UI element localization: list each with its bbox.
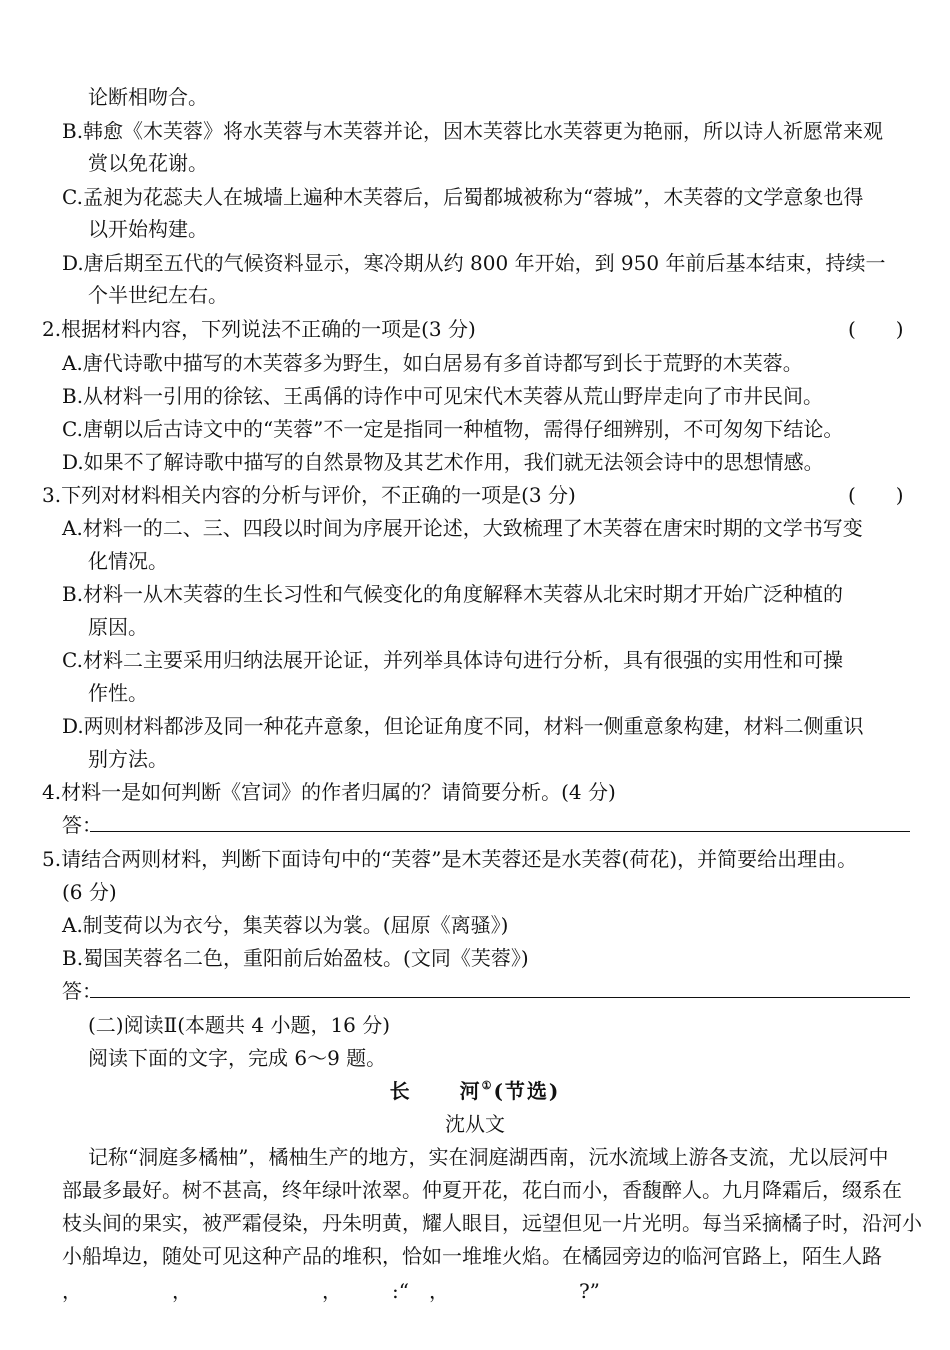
passage-line-1: 记称“洞庭多橘柚”，橘柚生产的地方，实在洞庭湖西南，沅水流域上游各支流，尤以辰河中: [88, 1145, 889, 1169]
q3-answer-paren: ( ): [848, 483, 904, 507]
q1-option-d-cont: 个半世纪左右。: [88, 283, 228, 307]
passage-line-2: 部最多最好。树不甚高，终年绿叶浓翠。仲夏开花，花白而小，香馥醉人。九月降霜后，缀系在: [62, 1178, 902, 1202]
q3-option-b: B.材料一从木芙蓉的生长习性和气候变化的角度解释木芙蓉从北宋时期才开始广泛种植的: [62, 582, 844, 606]
q3-option-a-cont: 化情况。: [88, 549, 168, 573]
q4-stem: 4.材料一是如何判断《宫词》的作者归属的？请简要分析。(4 分): [42, 780, 616, 804]
passage-line-5-partial: ， ， ， :“ ， ?”: [62, 1279, 600, 1303]
q4-answer-line[interactable]: [90, 831, 910, 832]
passage-author: 沈从文: [445, 1112, 505, 1136]
q5-answer-line[interactable]: [90, 997, 910, 998]
q3-stem: 3.下列对材料相关内容的分析与评价，不正确的一项是(3 分): [42, 483, 576, 507]
q1-option-a-tail: 论断相吻合。: [88, 85, 208, 109]
q1-option-b: B.韩愈《木芙蓉》将水芙蓉与木芙蓉并论，因木芙蓉比水芙蓉更为艳丽，所以诗人祈愿常来观: [62, 119, 884, 143]
q3-option-d-cont: 别方法。: [88, 747, 168, 771]
passage-title-char-1: 长: [389, 1079, 412, 1103]
q3-option-c: C.材料二主要采用归纳法展开论证，并列举具体诗句进行分析，具有很强的实用性和可操: [62, 648, 843, 672]
section-instruction: 阅读下面的文字，完成 6～9 题。: [88, 1046, 387, 1070]
q3-option-b-cont: 原因。: [88, 615, 148, 639]
passage-title: [0, 1078, 950, 1104]
passage-title-char-2: 河: [459, 1079, 482, 1103]
passage-title-excerpt: (节选): [493, 1079, 561, 1103]
section-heading: (二)阅读Ⅱ(本题共 4 小题，16 分): [88, 1013, 391, 1037]
q4-answer-label: 答：: [62, 813, 102, 837]
q2-stem: 2.根据材料内容，下列说法不正确的一项是(3 分): [42, 317, 476, 341]
q5-option-b: B.蜀国芙蓉名二色，重阳前后始盈枝。(文同《芙蓉》): [62, 946, 529, 970]
footnote-mark: ①: [481, 1079, 494, 1092]
q1-option-d: D.唐后期至五代的气候资料显示，寒冷期从约 800 年开始，到 950 年前后基本结束，持续一: [62, 251, 886, 275]
q1-option-c: C.孟昶为花蕊夫人在城墙上遍种木芙蓉后，后蜀都城被称为“蓉城”，木芙蓉的文学意象也得: [62, 185, 864, 209]
passage-line-4: 小船埠边，随处可见这种产品的堆积，恰如一堆堆火焰。在橘园旁边的临河官路上，陌生人路: [62, 1244, 882, 1268]
q2-option-c: C.唐朝以后古诗文中的“芙蓉”不一定是指同一种植物，需得仔细辨别，不可匆匆下结论。: [62, 417, 844, 441]
q3-option-c-cont: 作性。: [88, 681, 148, 705]
q2-option-d: D.如果不了解诗歌中描写的自然景物及其艺术作用，我们就无法领会诗中的思想情感。: [62, 450, 824, 474]
q1-option-c-cont: 以开始构建。: [88, 217, 208, 241]
q5-option-a: A.制芰荷以为衣兮，集芙蓉以为裳。(屈原《离骚》): [62, 913, 509, 937]
q2-option-a: A.唐代诗歌中描写的木芙蓉多为野生，如白居易有多首诗都写到长于荒野的木芙蓉。: [62, 351, 803, 375]
passage-line-3: 枝头间的果实，被严霜侵染，丹朱明黄，耀人眼目，远望但见一片光明。每当采摘橘子时，沿河小: [62, 1211, 922, 1235]
q5-stem: 5.请结合两则材料，判断下面诗句中的“芙蓉”是木芙蓉还是水芙蓉(荷花)，并简要给出理由。: [42, 847, 858, 871]
q2-answer-paren: ( ): [848, 317, 904, 341]
q2-option-b: B.从材料一引用的徐铉、王禹偁的诗作中可见宋代木芙蓉从荒山野岸走向了市井民间。: [62, 384, 824, 408]
q3-option-a: A.材料一的二、三、四段以时间为序展开论述，大致梳理了木芙蓉在唐宋时期的文学书写变: [62, 516, 863, 540]
q1-option-b-cont: 赏以免花谢。: [88, 151, 208, 175]
q3-option-d: D.两则材料都涉及同一种花卉意象，但论证角度不同，材料一侧重意象构建，材料二侧重识: [62, 714, 864, 738]
q5-answer-label: 答：: [62, 979, 102, 1003]
q5-stem-cont: (6 分): [62, 880, 117, 904]
